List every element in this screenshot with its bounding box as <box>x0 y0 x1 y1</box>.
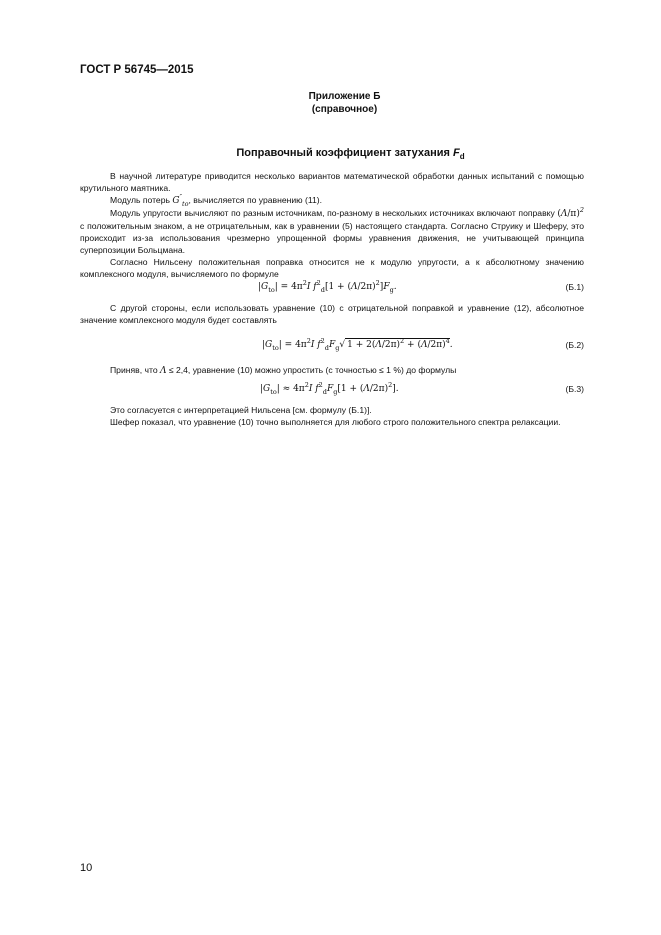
annex-type: (справочное) <box>311 104 378 115</box>
paragraph-3-text-a: Модуль упругости вычисляют по разным источникам, по-разному в нескольких источниках включают поправку <box>110 208 558 218</box>
paragraph-2 <box>80 194 584 207</box>
paragraph-2-text-a: Модуль потерь <box>110 195 173 205</box>
paragraph-3-text-b: с положительным знаком, а не отрицательным, как в уравнении (5) настоящего стандарта. Согласно Струику и Шеферу, это происходит из-за использования чрезмерно упрощенной формы уравнения движения, не учитывающей принципа суперпозиции Больцмана. <box>80 221 584 255</box>
section-title <box>0 147 661 162</box>
paragraph-2-text-b: , вычисляется по уравнению (11). <box>188 195 323 205</box>
equation-b3-expression: $|G_{to}| \approx 4\pi^2I$ $f^2_dF_g[1 + (\Lambda/2\pi)^2]$. <box>260 381 399 396</box>
paragraph-4: Согласно Нильсену положительная поправка относится не к модулю упругости, а к абсолютному значению комплексного модуля, вычисляемого по формуле <box>80 257 584 279</box>
paragraph-block-2 <box>80 302 584 326</box>
paragraph-block-3 <box>80 364 584 377</box>
paragraph-block-4 <box>80 404 584 428</box>
paragraph-3 <box>80 207 584 256</box>
paragraph-6-text-a: Приняв, что <box>110 365 160 375</box>
paragraph-5: С другой стороны, если использовать уравнение (10) с отрицательной поправкой и уравнение (12), абсолютное значение комплексного модуля будет составлять <box>80 303 584 325</box>
paragraph-8: Шефер показал, что уравнение (10) точно выполняется для любого строго положительного спектра релаксации. <box>110 417 561 427</box>
annex-heading <box>0 90 661 116</box>
equation-b3-number: (Б.3) <box>565 384 584 394</box>
equation-b2 <box>80 337 584 354</box>
equation-b1-number: (Б.1) <box>565 282 584 292</box>
equation-b3 <box>80 381 584 398</box>
annex-title: Приложение Б <box>308 91 381 102</box>
loss-modulus-symbol: $G''_{to}$ <box>172 193 189 208</box>
equation-b2-number: (Б.2) <box>565 340 584 350</box>
paragraph-block-1 <box>80 170 584 280</box>
lambda-symbol: Λ <box>159 366 167 376</box>
equation-b2-expression: $|G_{to}| = 4\pi^2I$ $f^2_dF_g√$ $1 + 2(\Lambda/2\pi)^2 + (\Lambda/2\pi)^4$. <box>262 337 453 352</box>
paragraph-1: В научной литературе приводится несколько вариантов математической обработки данных испытаний с помощью крутильного маятника. <box>80 171 584 193</box>
section-title-subscript: d <box>459 152 465 162</box>
page-number: 10 <box>80 862 93 874</box>
standard-number: ГОСТ Р 56745—2015 <box>80 64 194 76</box>
paragraph-6 <box>80 364 584 377</box>
section-title-text: Поправочный коэффициент затухания <box>236 147 453 159</box>
paragraph-6-text-b: ≤ 2,4, уравнение (10) можно упростить (с точностью ≤ 1 %) до формулы <box>166 365 457 375</box>
correction-symbol: $(\Lambda/\pi)^2$ <box>557 206 584 219</box>
equation-b1-expression: $|G_{to}| = 4\pi^2I$ $f^2_d[1 + (\Lambda/2\pi)^2]F_g$. <box>258 279 397 294</box>
equation-b1 <box>80 279 584 296</box>
section-title-symbol: F <box>453 147 460 159</box>
paragraph-7: Это согласуется с интерпретацией Нильсена [см. формулу (Б.1)]. <box>110 405 372 415</box>
